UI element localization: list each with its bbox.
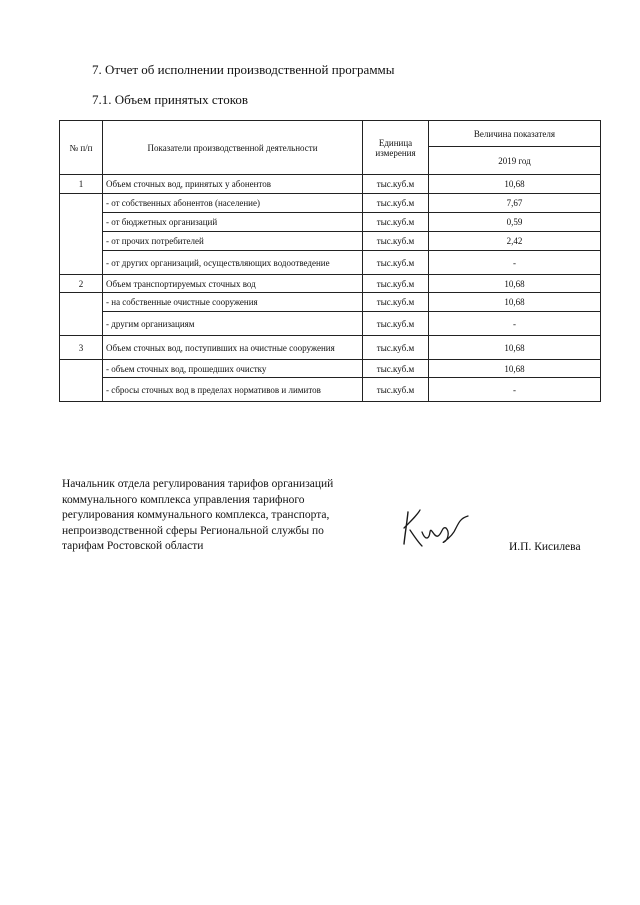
signer-position-line: коммунального комплекса управления тарифного bbox=[62, 493, 305, 506]
row-value: 10,68 bbox=[429, 360, 601, 378]
table-row bbox=[60, 360, 601, 378]
row-num bbox=[60, 293, 103, 336]
subsection-heading: 7.1. Объем принятых стоков bbox=[92, 92, 248, 107]
handwritten-signature bbox=[398, 502, 474, 550]
row-unit: тыс.куб.м bbox=[363, 251, 429, 275]
row-unit: тыс.куб.м bbox=[363, 275, 429, 293]
signer-name: И.П. Кисилева bbox=[509, 541, 581, 553]
table-row bbox=[60, 213, 601, 232]
row-value: - bbox=[429, 251, 601, 275]
signer-position-line: Начальник отдела регулирования тарифов организаций bbox=[62, 478, 334, 490]
header-num: № п/п bbox=[60, 121, 103, 175]
row-label: - на собственные очистные сооружения bbox=[103, 293, 363, 312]
header-indicator: Показатели производственной деятельности bbox=[103, 121, 363, 175]
table-row bbox=[60, 232, 601, 251]
row-unit: тыс.куб.м bbox=[363, 213, 429, 232]
row-unit: тыс.куб.м bbox=[363, 232, 429, 251]
table-row bbox=[60, 312, 601, 336]
row-unit: тыс.куб.м bbox=[363, 175, 429, 194]
table-row bbox=[60, 175, 601, 194]
row-unit: тыс.куб.м bbox=[363, 194, 429, 213]
row-unit: тыс.куб.м bbox=[363, 293, 429, 312]
row-value: 10,68 bbox=[429, 175, 601, 194]
table-row bbox=[60, 336, 601, 360]
row-num: 3 bbox=[60, 336, 103, 360]
row-unit: тыс.куб.м bbox=[363, 312, 429, 336]
table-row bbox=[60, 194, 601, 213]
row-unit: тыс.куб.м bbox=[363, 360, 429, 378]
row-value: 0,59 bbox=[429, 213, 601, 232]
row-label: - от прочих потребителей bbox=[103, 232, 363, 251]
row-value: 7,67 bbox=[429, 194, 601, 213]
table-row bbox=[60, 251, 601, 275]
header-unit: Единица измерения bbox=[363, 121, 429, 175]
row-value: - bbox=[429, 378, 601, 402]
row-label: Объем транспортируемых сточных вод bbox=[103, 275, 363, 293]
row-num: 1 bbox=[60, 175, 103, 194]
table-row bbox=[60, 293, 601, 312]
row-label: - от бюджетных организаций bbox=[103, 213, 363, 232]
signer-position bbox=[62, 477, 392, 555]
row-label: - объем сточных вод, прошедших очистку bbox=[103, 360, 363, 378]
section-heading: 7. Отчет об исполнении производственной программы bbox=[92, 62, 395, 77]
row-unit: тыс.куб.м bbox=[363, 378, 429, 402]
row-value: 10,68 bbox=[429, 293, 601, 312]
row-label: - другим организациям bbox=[103, 312, 363, 336]
header-value-group: Величина показателя bbox=[429, 121, 601, 147]
table-row bbox=[60, 275, 601, 293]
row-value: 10,68 bbox=[429, 336, 601, 360]
row-value: 10,68 bbox=[429, 275, 601, 293]
row-num bbox=[60, 194, 103, 275]
row-num: 2 bbox=[60, 275, 103, 293]
row-value: - bbox=[429, 312, 601, 336]
signer-position-line: тарифам Ростовской области bbox=[62, 540, 204, 552]
table-row bbox=[60, 378, 601, 402]
row-label: - от собственных абонентов (население) bbox=[103, 194, 363, 213]
row-label: - от других организаций, осуществляющих водоотведение bbox=[103, 251, 363, 275]
row-value: 2,42 bbox=[429, 232, 601, 251]
signer-position-line: регулирования коммунального комплекса, транспорта, bbox=[62, 509, 330, 521]
row-label: - сбросы сточных вод в пределах нормативов и лимитов bbox=[103, 378, 363, 402]
header-year: 2019 год bbox=[429, 147, 601, 175]
row-num bbox=[60, 360, 103, 402]
row-label: Объем сточных вод, поступивших на очистные сооружения bbox=[103, 336, 363, 360]
row-label: Объем сточных вод, принятых у абонентов bbox=[103, 175, 363, 194]
signer-position-line: непроизводственной сферы Региональной службы по bbox=[62, 524, 324, 537]
row-unit: тыс.куб.м bbox=[363, 336, 429, 360]
wastewater-volume-table bbox=[59, 120, 601, 402]
